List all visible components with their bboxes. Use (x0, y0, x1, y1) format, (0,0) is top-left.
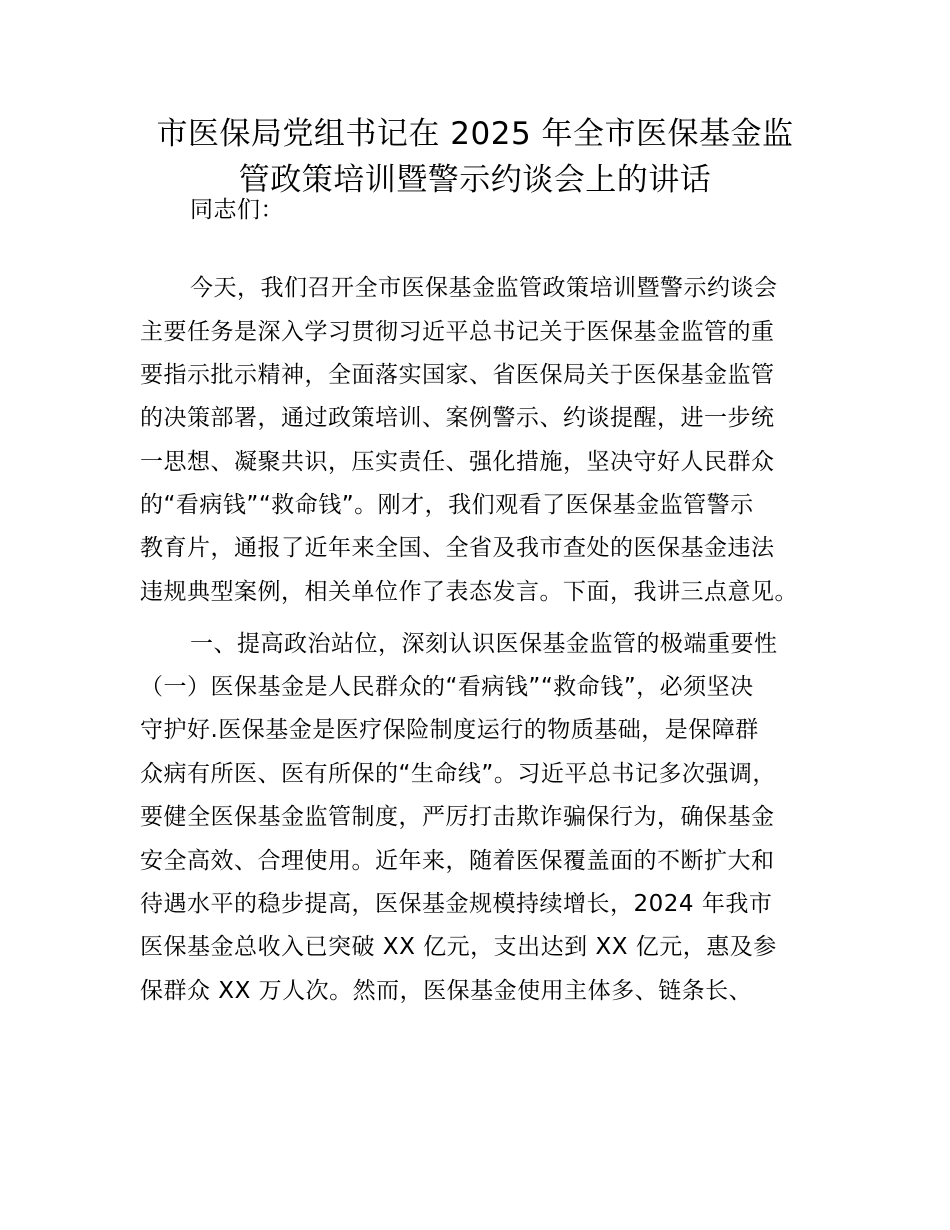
paragraph-line: 待遇水平的稳步提高，医保基金规模持续增长，2024 年我市 (140, 891, 773, 917)
paragraph-line: 的决策部署，通过政策培训、案例警示、约谈提醒，进一步统 (140, 405, 775, 431)
salutation: 同志们： (190, 197, 284, 223)
paragraph-line: 医保基金总收入已突破 XX 亿元，支出达到 XX 亿元，惠及参 (140, 934, 777, 960)
paragraph-line: 保群众 XX 万人次。然而，医保基金使用主体多、链条长、 (140, 978, 753, 1004)
subsection-heading-line: （一）医保基金是人民群众的“看病钱”“救命钱”，必须坚决 (140, 674, 754, 700)
paragraph-line: 教育片，通报了近年来全国、全省及我市查处的医保基金违法 (140, 535, 775, 561)
section-heading: 一、提高政治站位，深刻认识医保基金监管的极端重要性 (190, 631, 778, 657)
paragraph-line: 的“看病钱”“救命钱”。刚才，我们观看了医保基金监管警示 (140, 492, 754, 518)
paragraph-line: 违规典型案例，相关单位作了表态发言。下面，我讲三点意见。 (140, 579, 798, 605)
paragraph-line: 守护好.医保基金是医疗保险制度运行的物质基础，是保障群 (140, 717, 759, 743)
paragraph-line: 主要任务是深入学习贯彻习近平总书记关于医保基金监管的重 (140, 319, 775, 345)
paragraph-line: 今天，我们召开全市医保基金监管政策培训暨警示约谈会 (190, 275, 778, 301)
paragraph-line: 要健全医保基金监管制度，严厉打击欺诈骗保行为，确保基金 (140, 804, 775, 830)
paragraph-line: 一思想、凝聚共识，压实责任、强化措施，坚决守好人民群众 (140, 449, 775, 475)
paragraph-line: 安全高效、合理使用。近年来，随着医保覆盖面的不断扩大和 (140, 848, 775, 874)
paragraph-line: 要指示批示精神，全面落实国家、省医保局关于医保基金监管 (140, 362, 775, 388)
document-title-line-2: 管政策培训暨警示约谈会上的讲话 (238, 162, 712, 198)
paragraph-line: 众病有所医、医有所保的“生命线”。习近平总书记多次强调， (140, 761, 776, 787)
document-title-line-1: 市医保局党组书记在 2025 年全市医保基金监 (156, 116, 794, 152)
